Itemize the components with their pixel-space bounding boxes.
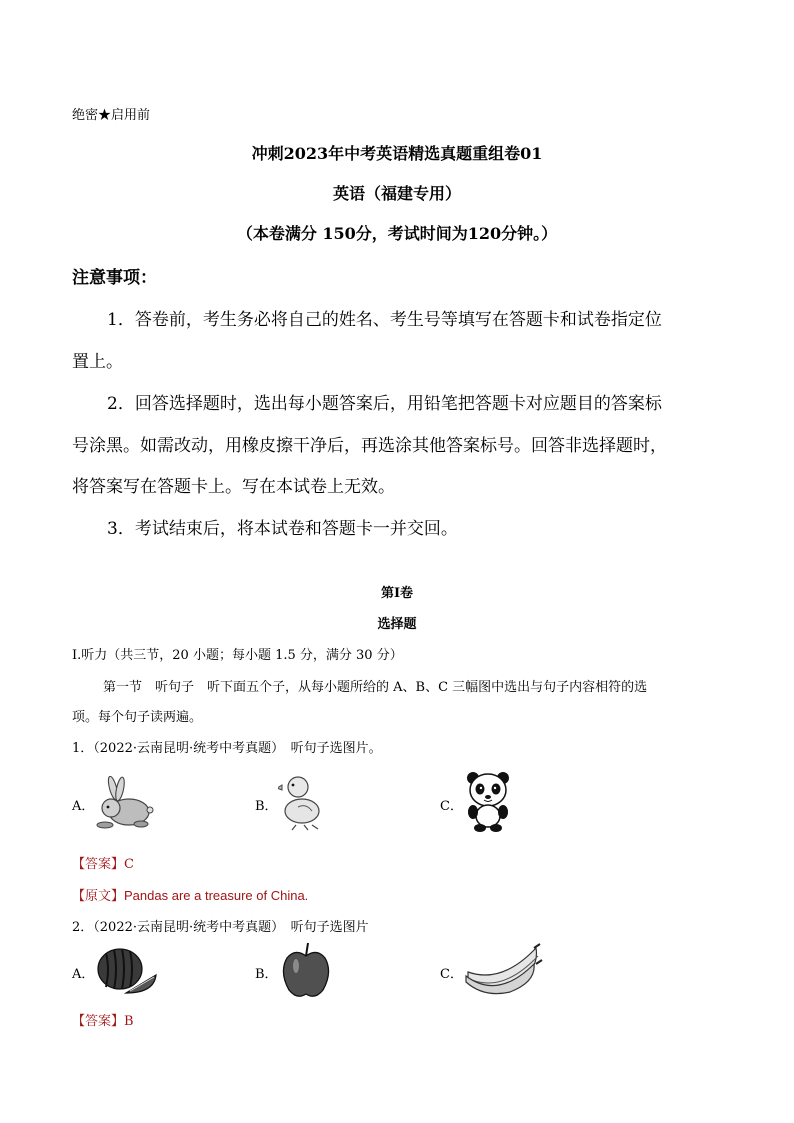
note-item-2-cont-2: 将答案写在答题卡上。写在本试卷上无效。 [72, 477, 395, 497]
note-item-1-cont: 置上。 [72, 352, 123, 372]
note-item-1-line-1: 1．答卷前，考生务必将自己的姓名、考生号等填写在答题卡和试卷指定位 [107, 310, 662, 330]
q1-option-a-label: A． [72, 799, 95, 814]
note-item-2-cont-1: 号涂黑。如需改动，用橡皮擦干净后，再选涂其他答案标号。回答非选择题时， [72, 436, 667, 456]
q2-option-a-label: A． [72, 967, 95, 982]
answer-value: C [124, 857, 134, 872]
score-info: （本卷满分 150分，考试时间为120分钟。） [236, 224, 558, 243]
q1-option-c-label: C． [440, 799, 463, 814]
panda-icon [465, 770, 511, 832]
apple-icon [281, 940, 331, 1000]
banana-icon [464, 942, 544, 996]
duck-icon [278, 773, 323, 831]
volume-label: 第Ⅰ卷 [380, 586, 414, 601]
q2-answer [72, 1010, 134, 1029]
q1-option-b-label: B． [255, 799, 278, 814]
q2-option-b-label: B． [255, 967, 278, 982]
answer-label: 【答案】 [72, 1014, 125, 1029]
notes-heading: 注意事项： [72, 268, 157, 288]
note-item-2: 2．回答选择题时，选出每小题答案后，用铅笔把答题卡对应题目的答案标 [107, 394, 662, 414]
section-type: 选择题 [377, 617, 417, 632]
confidential-label: 绝密★启用前 [72, 108, 151, 123]
q2-option-c-label: C． [440, 967, 463, 982]
question-1-stem: 1．（2022·云南昆明·统考中考真题） 听句子选图片。 [72, 741, 382, 756]
part1-instruction-cont: 项。每个句子读两遍。 [72, 710, 203, 725]
q1-answer [72, 853, 134, 872]
page-subtitle: 英语（福建专用） [332, 184, 461, 203]
listening-heading: Ⅰ.听力（共三节，20 小题；每小题 1.5 分，满分 30 分） [72, 648, 403, 663]
question-2-stem: 2．（2022·云南昆明·统考中考真题） 听句子选图片 [72, 920, 369, 935]
watermelon-icon [94, 945, 158, 995]
answer-value: B [124, 1014, 134, 1029]
note-item-1 [107, 305, 662, 330]
rabbit-icon [95, 776, 157, 834]
note-item-3: 3．考试结束后，将本试卷和答题卡一并交回。 [107, 519, 458, 539]
page-title: 冲刺2023年中考英语精选真题重组卷01 [251, 144, 543, 163]
part1-instruction: 第一节 听句子 听下面五个子，从每小题所给的 A、B、C 三幅图中选出与句子内容相符的选 [103, 680, 648, 695]
q1-source [72, 885, 308, 904]
source-label: 【原文】 [72, 889, 125, 904]
source-text: Pandas are a treasure of China. [124, 888, 309, 903]
answer-label: 【答案】 [72, 857, 125, 872]
